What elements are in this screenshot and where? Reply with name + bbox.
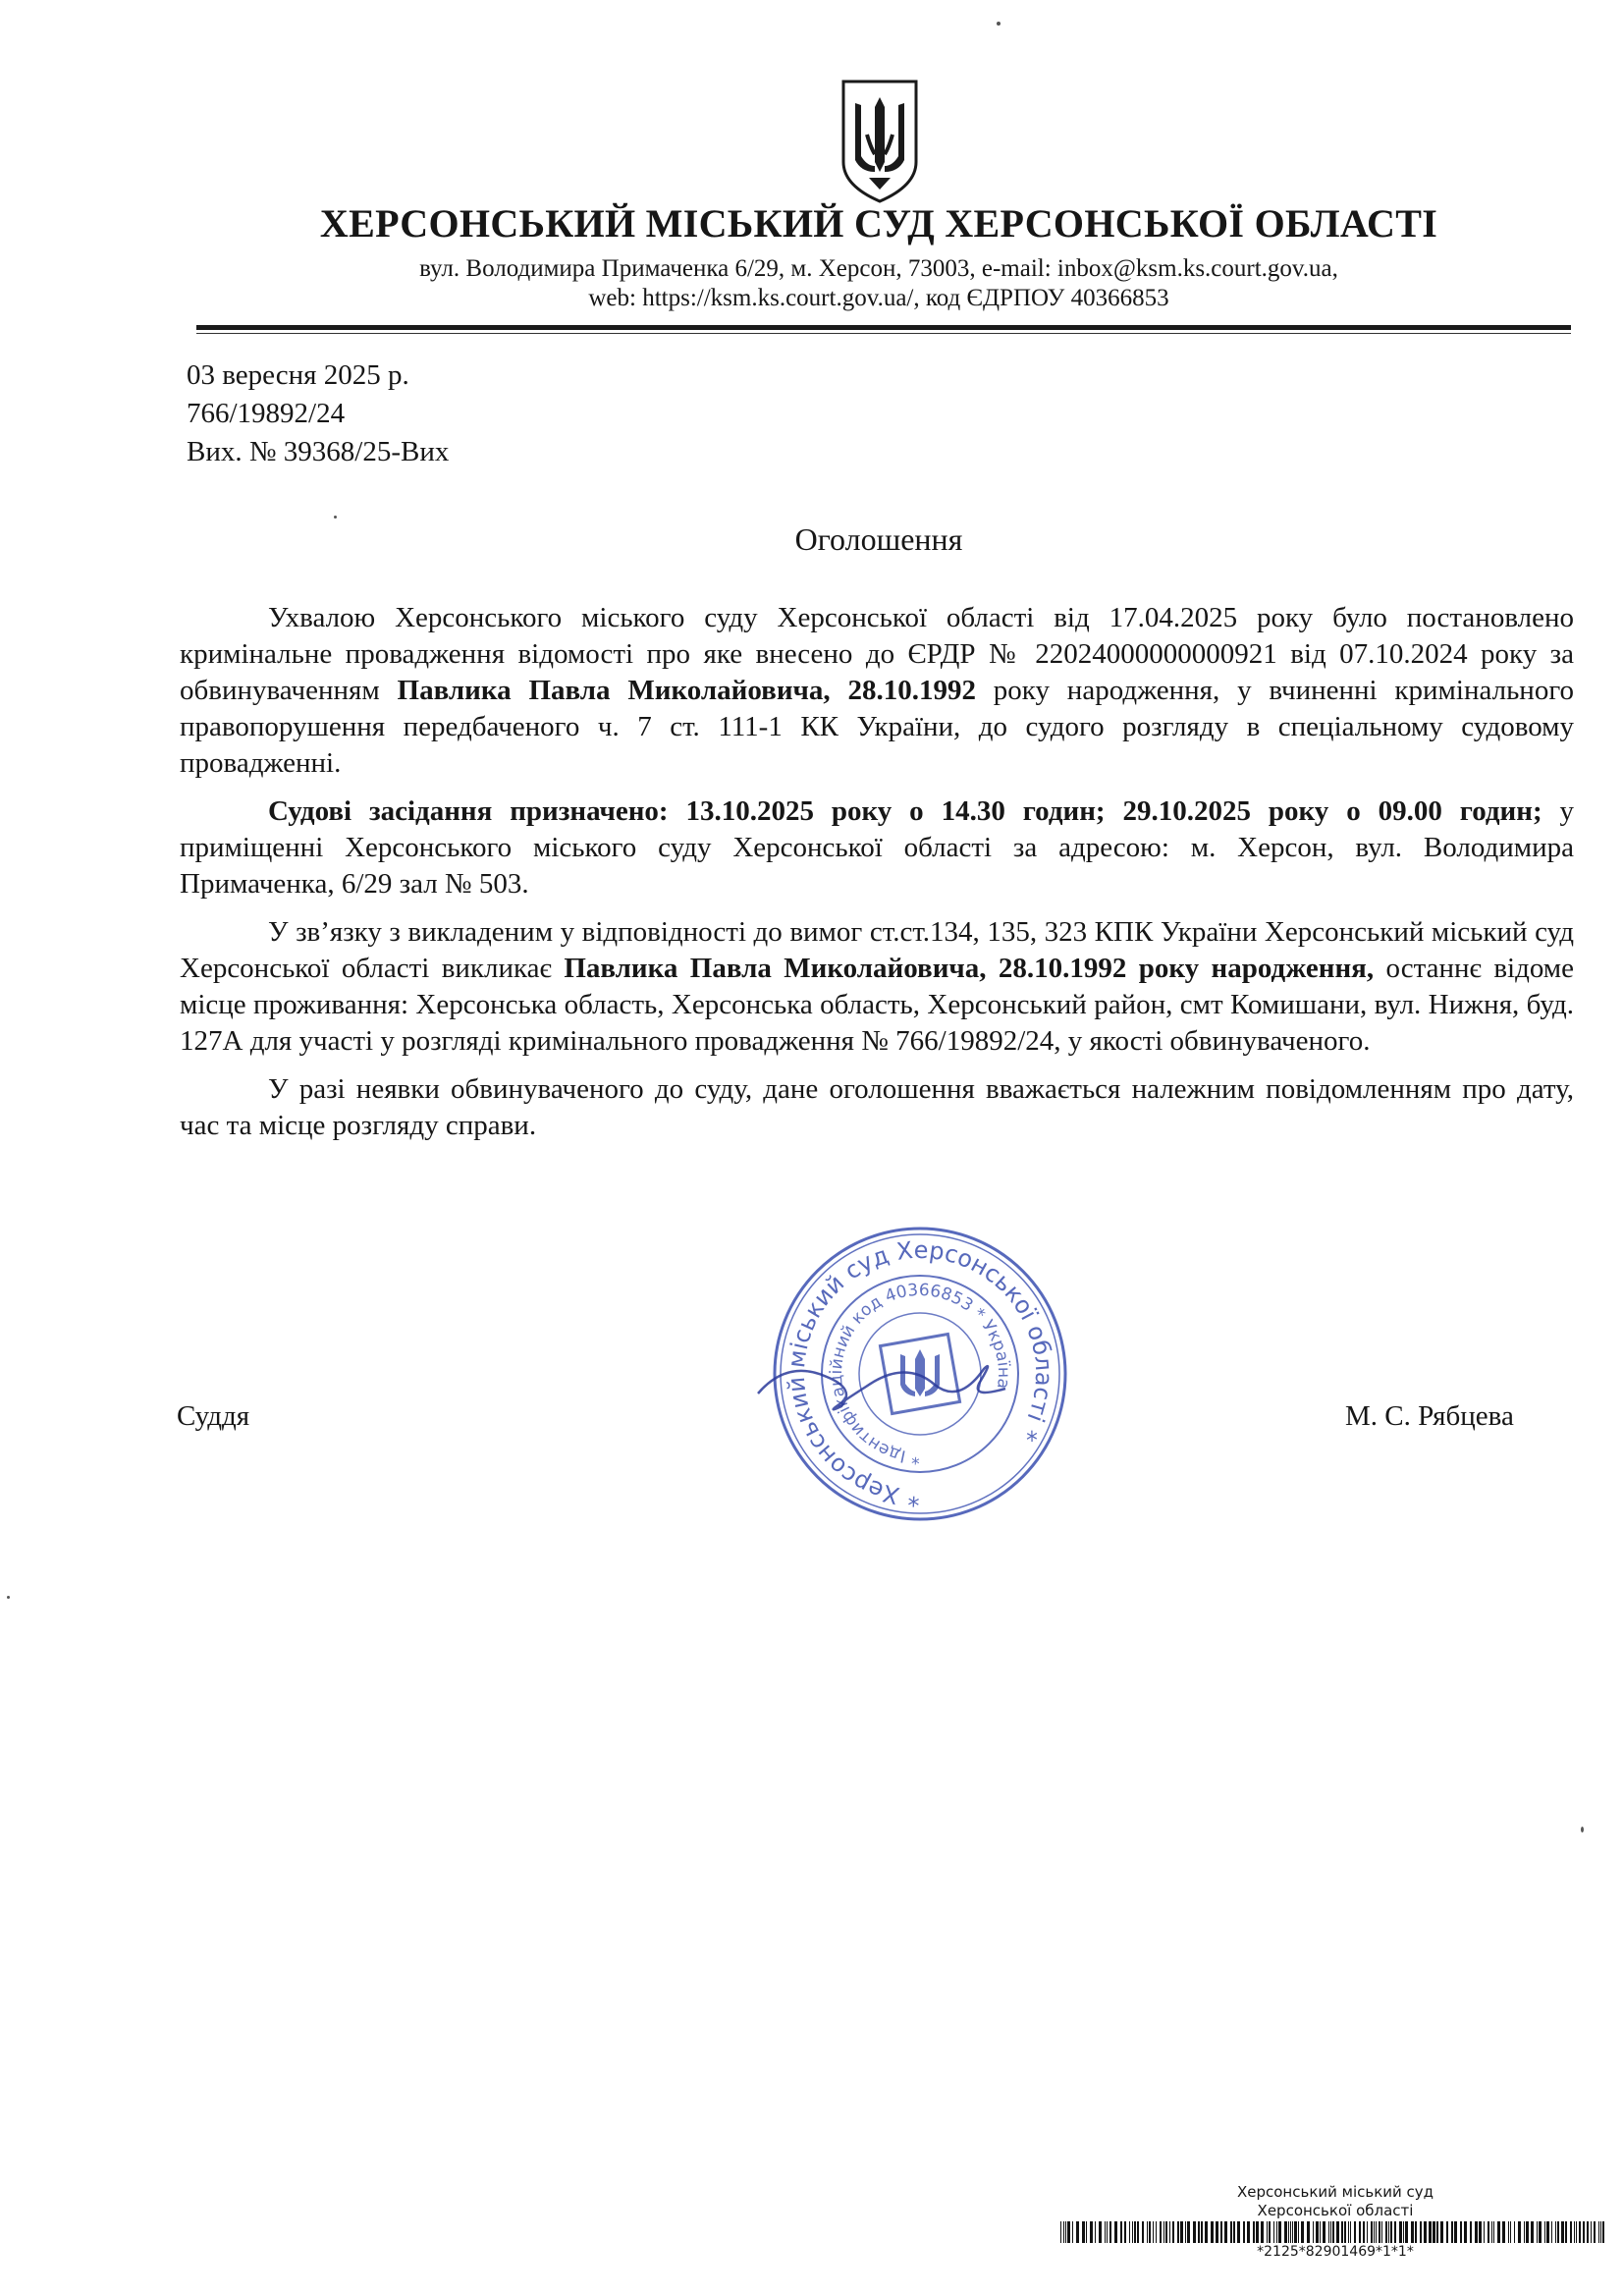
- barcode-bar: [1555, 2221, 1556, 2243]
- barcode-bar: [1405, 2221, 1408, 2243]
- barcode-bar: [1561, 2221, 1564, 2243]
- barcode-bar: [1065, 2221, 1066, 2243]
- barcode-bar: [1570, 2221, 1572, 2243]
- barcode-bar: [1454, 2221, 1457, 2243]
- court-seal-stamp: [748, 1212, 1092, 1536]
- barcode-bar: [1381, 2221, 1382, 2243]
- barcode-bar: [1491, 2221, 1492, 2243]
- barcode-bar: [1415, 2221, 1417, 2243]
- court-web-and-code: web: https://ksm.ks.court.gov.ua/, код ЄДРПОУ 40366853: [588, 285, 1169, 311]
- barcode-bar: [1460, 2221, 1462, 2243]
- barcode-bar: [1307, 2221, 1310, 2243]
- coat-of-arms-emblem: [838, 76, 922, 205]
- barcode-bar: [1546, 2221, 1549, 2243]
- barcode-bar: [1298, 2221, 1299, 2243]
- barcode-bar: [1153, 2221, 1154, 2243]
- barcode-bar: [1539, 2221, 1542, 2243]
- barcode-bar: [1090, 2221, 1093, 2243]
- barcode-bar: [1475, 2221, 1478, 2243]
- barcode-bar: [1185, 2221, 1186, 2243]
- barcode-bar: [1137, 2221, 1139, 2243]
- barcode-bar: [1294, 2221, 1297, 2243]
- barcode-bar: [1160, 2221, 1162, 2243]
- barcode-bar: [1220, 2221, 1222, 2243]
- barcode-bar: [1290, 2221, 1291, 2243]
- barcode-bar: [1105, 2221, 1106, 2243]
- barcode-bar: [1216, 2221, 1218, 2243]
- barcode-bar: [1269, 2221, 1271, 2243]
- barcode-bar: [1374, 2221, 1375, 2243]
- barcode-bar: [1237, 2221, 1240, 2243]
- barcode-bar: [1323, 2221, 1325, 2243]
- barcode-bar: [1211, 2221, 1214, 2243]
- barcode-bar: [1284, 2221, 1287, 2243]
- scan-speck: [997, 22, 1001, 26]
- barcode-bar: [1514, 2221, 1515, 2243]
- barcode-bar: [1288, 2221, 1289, 2243]
- barcode-bar: [1177, 2221, 1179, 2243]
- signature-name: М. С. Рябцева: [1345, 1400, 1514, 1432]
- accused-name-summons: Павлика Павла Миколайовича, 28.10.1992 року народження,: [564, 953, 1375, 984]
- barcode-bar: [1253, 2221, 1255, 2243]
- paragraph-hearings: Судові засідання призначено: 13.10.2025 року о 14.30 годин; 29.10.2025 року о 09.00 годин; у приміщенні Херсонського міського суду Херсонської області за адресою: м. Херсон, вул. Володимира Примаченка, 6/29 зал № 503.: [180, 795, 1575, 900]
- barcode-bar: [1376, 2221, 1377, 2243]
- barcode-bar: [1497, 2221, 1500, 2243]
- barcode-bar: [1591, 2221, 1592, 2243]
- barcode-bar: [1479, 2221, 1482, 2243]
- outgoing-number: Вих. № 39368/25-Вих: [187, 436, 450, 467]
- barcode-bar: [1451, 2221, 1453, 2243]
- barcode-bar: [1230, 2221, 1232, 2243]
- barcode-bar: [1464, 2221, 1467, 2243]
- registration-barcode: [1060, 2221, 1610, 2243]
- barcode-bar: [1328, 2221, 1329, 2243]
- barcode-bar: [1107, 2221, 1108, 2243]
- barcode-bar: [1433, 2221, 1435, 2243]
- barcode-bar: [1060, 2221, 1061, 2243]
- barcode-bar: [1120, 2221, 1122, 2243]
- document-date: 03 вересня 2025 р.: [187, 359, 409, 391]
- barcode-bar: [1508, 2221, 1509, 2243]
- barcode-bar: [1142, 2221, 1144, 2243]
- barcode-bar: [1367, 2221, 1368, 2243]
- barcode-bar: [1574, 2221, 1575, 2243]
- barcode-bar: [1390, 2221, 1392, 2243]
- signature-role: Суддя: [177, 1400, 250, 1432]
- barcode-bar: [1371, 2221, 1373, 2243]
- barcode-bar: [1411, 2221, 1414, 2243]
- barcode-bar: [1348, 2221, 1349, 2243]
- barcode-bar: [1363, 2221, 1365, 2243]
- barcode-bar: [1436, 2221, 1438, 2243]
- barcode-bar: [1440, 2221, 1443, 2243]
- barcode-bar: [1518, 2221, 1521, 2243]
- barcode-bar: [1114, 2221, 1117, 2243]
- scan-speck: [7, 1596, 10, 1599]
- barcode-bar: [1198, 2221, 1200, 2243]
- barcode-bar: [1316, 2221, 1319, 2243]
- barcode-bar: [1403, 2221, 1404, 2243]
- barcode-bar: [1169, 2221, 1170, 2243]
- barcode-bar: [1537, 2221, 1538, 2243]
- barcode-bar: [1600, 2221, 1601, 2243]
- barcode-bar: [1243, 2221, 1245, 2243]
- barcode-bar: [1276, 2221, 1277, 2243]
- barcode-bar: [1063, 2221, 1064, 2243]
- barcode-bar: [1099, 2221, 1102, 2243]
- barcode-bar: [1359, 2221, 1361, 2243]
- barcode-bar: [1147, 2221, 1148, 2243]
- barcode-bar: [1484, 2221, 1485, 2243]
- header-divider: [196, 325, 1571, 330]
- barcode-bar: [1544, 2221, 1545, 2243]
- barcode-bar: [1201, 2221, 1203, 2243]
- barcode-bar: [1076, 2221, 1079, 2243]
- barcode-bar: [1149, 2221, 1151, 2243]
- barcode-bar: [1156, 2221, 1157, 2243]
- barcode-bar: [1350, 2221, 1351, 2243]
- seal-inner-text: * Ідентифікаційний код 40366853 * Україна: [826, 1280, 1014, 1468]
- registration-court-line1: Херсонський міський суд: [1236, 2183, 1434, 2201]
- barcode-bar: [1129, 2221, 1130, 2243]
- barcode-bar: [1429, 2221, 1432, 2243]
- barcode-bar: [1247, 2221, 1250, 2243]
- court-address: вул. Володимира Примаченка 6/29, м. Херсон, 73003, e-mail: inbox@ksm.ks.court.gov.ua,: [419, 255, 1338, 282]
- paragraph-summons: У зв’язку з викладеним у відповідності до вимог ст.ст.134, 135, 323 КПК України Херсонський міський суд Херсонської області викликає Павлика Павла Миколайовича, 28.10.1992 року народження, останнє відоме місце проживання: Херсонська область, Херсонська область, Херсонський район, смт Комишани, вул. Нижня, буд. 127А для участі у розгляді кримінального провадження № 766/19892/24, у якості обвинуваченого.: [180, 916, 1575, 1057]
- barcode-bar: [1557, 2221, 1559, 2243]
- barcode-bar: [1332, 2221, 1334, 2243]
- barcode-bar: [1313, 2221, 1314, 2243]
- barcode-bar: [1072, 2221, 1073, 2243]
- barcode-bar: [1205, 2221, 1208, 2243]
- barcode-bar: [1602, 2221, 1604, 2243]
- barcode-bar: [1086, 2221, 1087, 2243]
- barcode-bar: [1163, 2221, 1164, 2243]
- barcode-bar: [1510, 2221, 1511, 2243]
- barcode-bar: [1233, 2221, 1235, 2243]
- barcode-bar: [1095, 2221, 1096, 2243]
- barcode-bar: [1336, 2221, 1339, 2243]
- barcode-bar: [1267, 2221, 1268, 2243]
- barcode-bar: [1488, 2221, 1489, 2243]
- barcode-bar: [1180, 2221, 1183, 2243]
- barcode-bar: [1124, 2221, 1126, 2243]
- barcode-bar: [1261, 2221, 1264, 2243]
- barcode-bar: [1420, 2221, 1422, 2243]
- barcode-bar: [1526, 2221, 1529, 2243]
- registration-code: *2125*82901469*1*1*: [1257, 2244, 1414, 2260]
- barcode-bar: [1470, 2221, 1472, 2243]
- barcode-bar: [1587, 2221, 1589, 2243]
- seal-outer-text: * Херсонський міський суд Херсонської області *: [782, 1235, 1058, 1512]
- header-divider-thin: [196, 333, 1571, 334]
- barcode-bar: [1301, 2221, 1304, 2243]
- barcode-bar: [1187, 2221, 1190, 2243]
- barcode-bar: [1330, 2221, 1331, 2243]
- barcode-bar: [1193, 2221, 1196, 2243]
- paragraph-ruling: Ухвалою Херсонського міського суду Херсонської області від 17.04.2025 року було постановлено кримінальне провадження відомості про яке внесено до ЄРДР № 22024000000000921 від 07.10.2024 року за обвинуваченням Павлика Павла Миколайовича, 28.10.1992 року народження, у вчиненні кримінального правопорушення передбаченого ч. 7 ст. 111-1 КК України, до судого розгляду в спеціальному судовому провадженні.: [180, 602, 1574, 779]
- barcode-bar: [1493, 2221, 1494, 2243]
- barcode-bar: [1576, 2221, 1577, 2243]
- barcode-bar: [1379, 2221, 1380, 2243]
- barcode-bar: [1165, 2221, 1167, 2243]
- barcode-bar: [1394, 2221, 1396, 2243]
- barcode-bar: [1446, 2221, 1448, 2243]
- case-number: 766/19892/24: [187, 398, 346, 429]
- barcode-bar: [1424, 2221, 1427, 2243]
- barcode-bar: [1524, 2221, 1525, 2243]
- barcode-bar: [1134, 2221, 1136, 2243]
- barcode-bar: [1502, 2221, 1505, 2243]
- barcode-bar: [1341, 2221, 1343, 2243]
- barcode-bar: [1256, 2221, 1259, 2243]
- barcode-bar: [1594, 2221, 1596, 2243]
- barcode-bar: [1399, 2221, 1402, 2243]
- barcode-bar: [1273, 2221, 1274, 2243]
- barcode-bar: [1172, 2221, 1174, 2243]
- hearing-dates: Судові засідання призначено: 13.10.2025 року о 14.30 годин; 29.10.2025 року о 09.00 годин;: [268, 795, 1542, 827]
- barcode-bar: [1344, 2221, 1346, 2243]
- barcode-bar: [1224, 2221, 1227, 2243]
- scan-speck: [1581, 1827, 1584, 1832]
- court-name-heading: ХЕРСОНСЬКИЙ МІСЬКИЙ СУД ХЕРСОНСЬКОЇ ОБЛАСТІ: [319, 201, 1438, 246]
- barcode-bar: [1598, 2221, 1599, 2243]
- announcement-body: [180, 600, 1574, 1156]
- barcode-bar: [1320, 2221, 1321, 2243]
- registration-court-line2: Херсонської області: [1257, 2202, 1414, 2219]
- barcode-bar: [1109, 2221, 1111, 2243]
- barcode-bar: [1292, 2221, 1293, 2243]
- barcode-bar: [1082, 2221, 1085, 2243]
- barcode-bar: [1565, 2221, 1567, 2243]
- barcode-bar: [1067, 2221, 1070, 2243]
- barcode-bar: [1579, 2221, 1581, 2243]
- document-title: Оголошення: [794, 521, 963, 557]
- scan-speck: [334, 516, 337, 519]
- barcode-bar: [1385, 2221, 1387, 2243]
- paragraph-non-appearance: У разі неявки обвинуваченого до суду, дане оголошення вважається належним повідомленням про дату, час та місце розгляду справи.: [180, 1073, 1574, 1141]
- barcode-bar: [1132, 2221, 1133, 2243]
- barcode-bar: [1583, 2221, 1585, 2243]
- accused-name: Павлика Павла Миколайовича, 28.10.1992: [397, 675, 976, 706]
- barcode-bar: [1278, 2221, 1281, 2243]
- barcode-bar: [1551, 2221, 1552, 2243]
- barcode-bar: [1531, 2221, 1534, 2243]
- barcode-bar: [1354, 2221, 1356, 2243]
- barcode-bar: [1388, 2221, 1389, 2243]
